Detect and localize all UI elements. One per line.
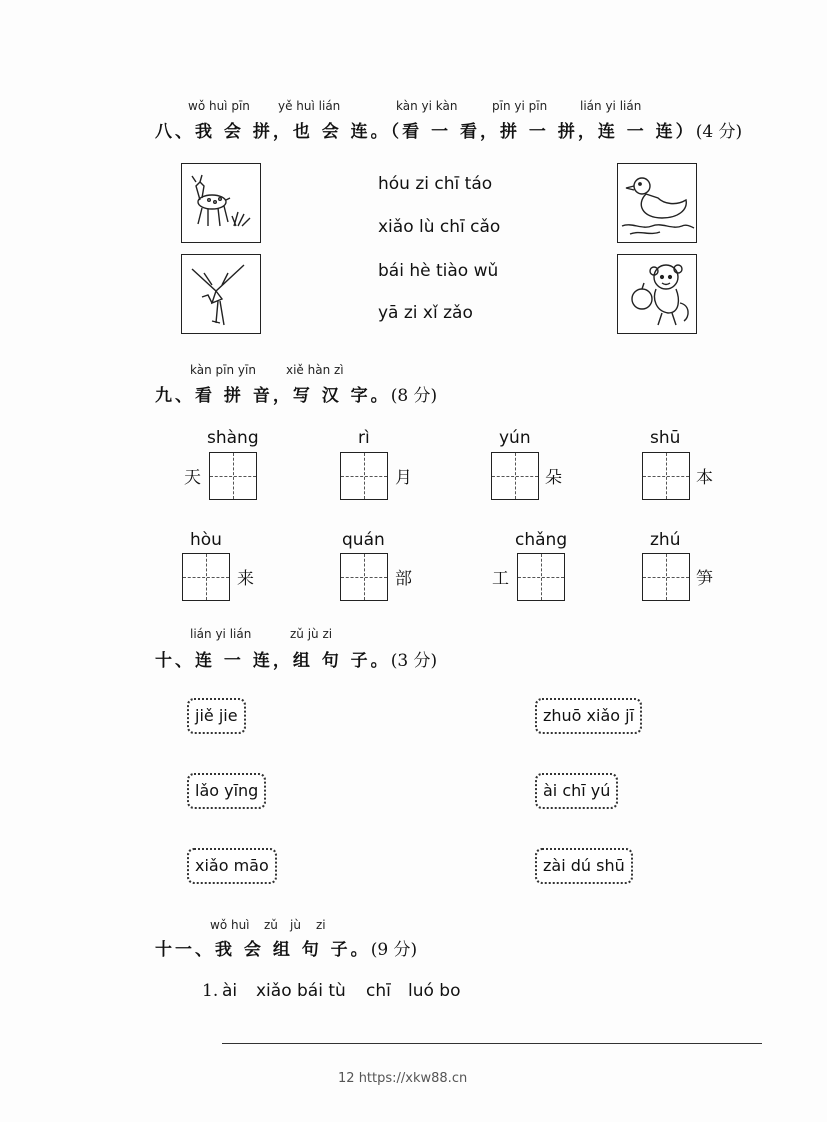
picture-monkey[interactable] [617, 254, 697, 334]
section-score: (3 分) [390, 651, 438, 671]
syllable: hòu [190, 530, 222, 550]
pinyin-annotation: kàn yi kàn [396, 99, 458, 113]
given-character: 部 [395, 569, 412, 589]
picture-crane[interactable] [181, 254, 261, 334]
given-character: 天 [184, 468, 201, 488]
pinyin-annotation: kàn pīn yīn [190, 363, 256, 377]
word-card[interactable]: xiǎo māo [187, 848, 277, 884]
word-token: ài [222, 981, 238, 1001]
pinyin-annotation: zǔ jù zi [290, 627, 333, 641]
section-title: 九、看 拼 音，写 汉 字。 [155, 386, 391, 406]
pinyin-annotation: yě huì lián [278, 99, 341, 113]
pinyin-annotation: jù [290, 918, 301, 932]
section-9-heading [155, 381, 437, 406]
section-10-heading [155, 646, 437, 671]
word-token: luó bo [408, 981, 461, 1001]
writing-grid[interactable] [182, 553, 230, 601]
given-character: 本 [696, 468, 713, 488]
match-option[interactable]: yā zi xǐ zǎo [378, 303, 473, 323]
word-token: chī [366, 981, 391, 1001]
word-token: xiǎo bái tù [256, 981, 346, 1001]
answer-line[interactable] [222, 1043, 762, 1044]
syllable: chǎng [515, 530, 568, 550]
writing-grid[interactable] [642, 553, 690, 601]
section-score: (9 分) [370, 940, 418, 960]
syllable: quán [342, 530, 385, 550]
page-number: 12 [338, 1071, 355, 1086]
writing-grid[interactable] [340, 553, 388, 601]
picture-duck[interactable] [617, 163, 697, 243]
pinyin-annotation: lián yi lián [580, 99, 642, 113]
word-card[interactable]: jiě jie [187, 698, 246, 734]
section-8-heading [155, 117, 742, 142]
syllable: zhú [650, 530, 681, 550]
pinyin-annotation: lián yi lián [190, 627, 252, 641]
word-card[interactable]: lǎo yīng [187, 773, 266, 809]
deer-icon [182, 164, 260, 242]
word-card[interactable]: zài dú shū [535, 848, 633, 884]
word-card[interactable]: zhuō xiǎo jī [535, 698, 642, 734]
given-character: 笋 [696, 569, 713, 589]
given-character: 月 [395, 468, 412, 488]
page-footer [338, 1071, 467, 1086]
duck-icon [618, 164, 696, 242]
section-title: 十、连 一 连，组 句 子。 [155, 651, 391, 671]
footer-url[interactable]: https://xkw88.cn [358, 1071, 468, 1086]
pinyin-annotation: wǒ huì [210, 918, 250, 932]
pinyin-annotation: wǒ huì pīn [188, 99, 250, 113]
picture-deer[interactable] [181, 163, 261, 243]
writing-grid[interactable] [209, 452, 257, 500]
word-card[interactable]: ài chī yú [535, 773, 618, 809]
match-option[interactable]: bái hè tiào wǔ [378, 261, 499, 281]
syllable: shàng [207, 428, 259, 448]
match-option[interactable]: hóu zi chī táo [378, 174, 493, 194]
given-character: 来 [237, 569, 254, 589]
section-score: (8 分) [390, 386, 438, 406]
given-character: 工 [492, 569, 509, 589]
section-title: 十一、我 会 组 句 子。 [155, 940, 371, 960]
section-title: 八、我 会 拼，也 会 连。（看 一 看，拼 一 拼，连 一 连） [155, 122, 696, 142]
writing-grid[interactable] [340, 452, 388, 500]
pinyin-annotation: zi [316, 918, 326, 932]
match-option[interactable]: xiǎo lù chī cǎo [378, 217, 501, 237]
pinyin-annotation: xiě hàn zì [286, 363, 344, 377]
pinyin-annotation: zǔ [264, 918, 278, 932]
writing-grid[interactable] [642, 452, 690, 500]
writing-grid[interactable] [517, 553, 565, 601]
pinyin-annotation: pīn yi pīn [492, 99, 548, 113]
writing-grid[interactable] [491, 452, 539, 500]
syllable: shū [650, 428, 681, 448]
crane-icon [182, 255, 260, 333]
section-11-heading [155, 935, 417, 960]
section-score: (4 分) [695, 122, 743, 142]
question-number: 1. [202, 981, 219, 1001]
given-character: 朵 [545, 468, 562, 488]
syllable: yún [499, 428, 531, 448]
syllable: rì [358, 428, 370, 448]
monkey-icon [618, 255, 696, 333]
